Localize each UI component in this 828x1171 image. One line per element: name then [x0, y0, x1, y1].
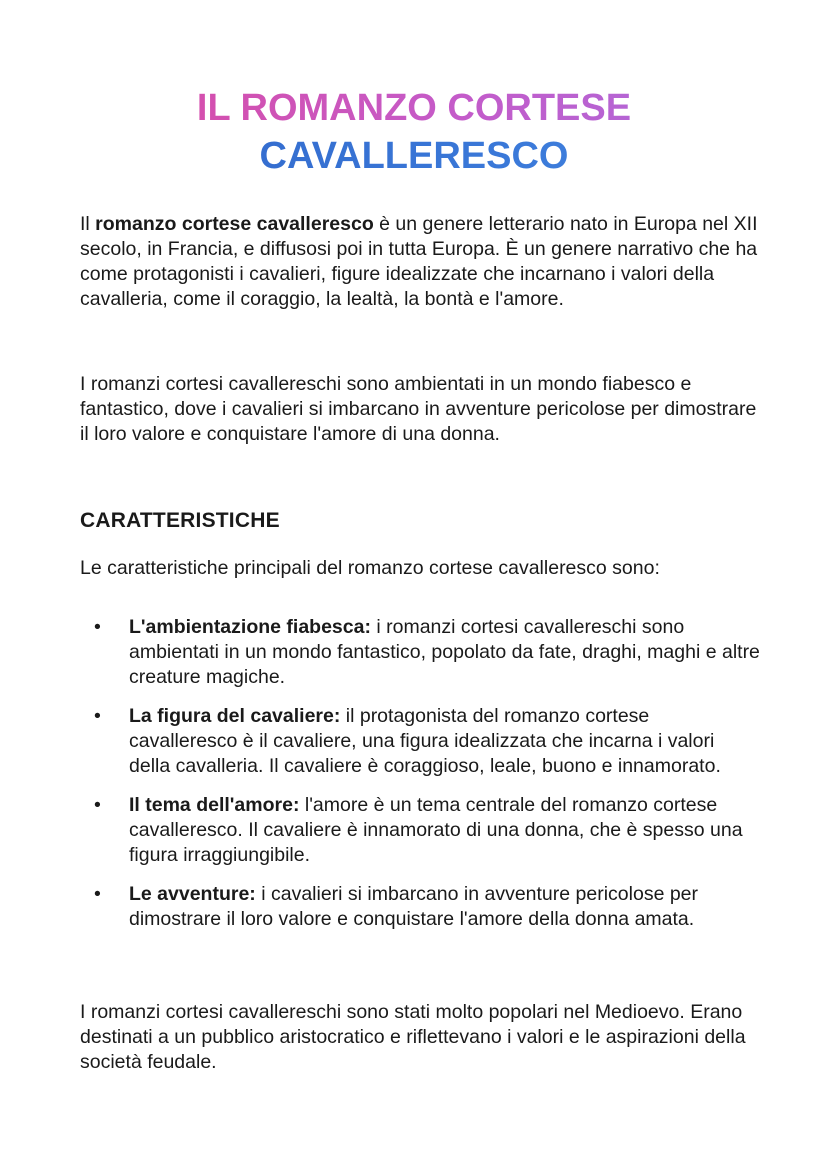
list-item-term: La figura del cavaliere: — [129, 705, 341, 727]
list-item-term: Il tema dell'amore: — [129, 794, 300, 816]
conclusion-paragraph: I romanzi cortesi cavallereschi sono stati molto popolari nel Medioevo. Erano destinati a un pubblico aristocratico e riflettevano i valori e le aspirazioni della società feudale. — [80, 1001, 746, 1073]
intro-after: è un genere letterario nato in Europa nel XII secolo, in Francia, e diffusosi poi in tutta Europa. È un genere narrativo che ha come protagonisti i cavalieri, figure idealizzate che incarnano i valori della cavalleria, come il coraggio, la lealtà, la bontà e l'amore. — [80, 213, 758, 310]
section-intro: Le caratteristiche principali del romanzo cortese cavalleresco sono: — [80, 557, 660, 579]
characteristics-list — [80, 615, 760, 946]
list-item-term: L'ambientazione fiabesca: — [129, 616, 371, 638]
title-line-1: IL ROMANZO CORTESE — [0, 84, 828, 132]
intro-before: Il — [80, 213, 96, 235]
list-item — [80, 704, 760, 779]
list-item-term: Le avventure: — [129, 883, 256, 905]
list-item — [80, 882, 760, 932]
page-title — [0, 84, 828, 180]
bullet-icon: • — [94, 794, 101, 816]
intro-paragraph — [80, 212, 760, 312]
list-item-text: i romanzi cortesi cavallereschi sono ambientati in un mondo fantastico, popolato da fate, draghi, maghi e altre creature magiche. — [129, 616, 760, 688]
list-item — [80, 793, 760, 868]
list-item — [80, 615, 760, 690]
title-line-2: CAVALLERESCO — [0, 132, 828, 180]
section-heading: CARATTERISTICHE — [80, 509, 280, 532]
list-item-text: l'amore è un tema centrale del romanzo cortese cavalleresco. Il cavaliere è innamorato di una donna, che è spesso una figura irraggiungibile. — [129, 794, 743, 866]
setting-paragraph: I romanzi cortesi cavallereschi sono ambientati in un mondo fiabesco e fantastico, dove i cavalieri si imbarcano in avventure pericolose per dimostrare il loro valore e conquistare l'amore di una donna. — [80, 373, 757, 445]
intro-bold-term: romanzo cortese cavalleresco — [95, 213, 374, 235]
bullet-icon: • — [94, 883, 101, 905]
bullet-icon: • — [94, 705, 101, 727]
list-item-text: i cavalieri si imbarcano in avventure pericolose per dimostrare il loro valore e conquistare l'amore della donna amata. — [129, 883, 699, 930]
list-item-text: il protagonista del romanzo cortese cavalleresco è il cavaliere, una figura idealizzata che incarna i valori della cavalleria. Il cavaliere è coraggioso, leale, buono e innamorato. — [129, 705, 721, 777]
bullet-icon: • — [94, 616, 101, 638]
